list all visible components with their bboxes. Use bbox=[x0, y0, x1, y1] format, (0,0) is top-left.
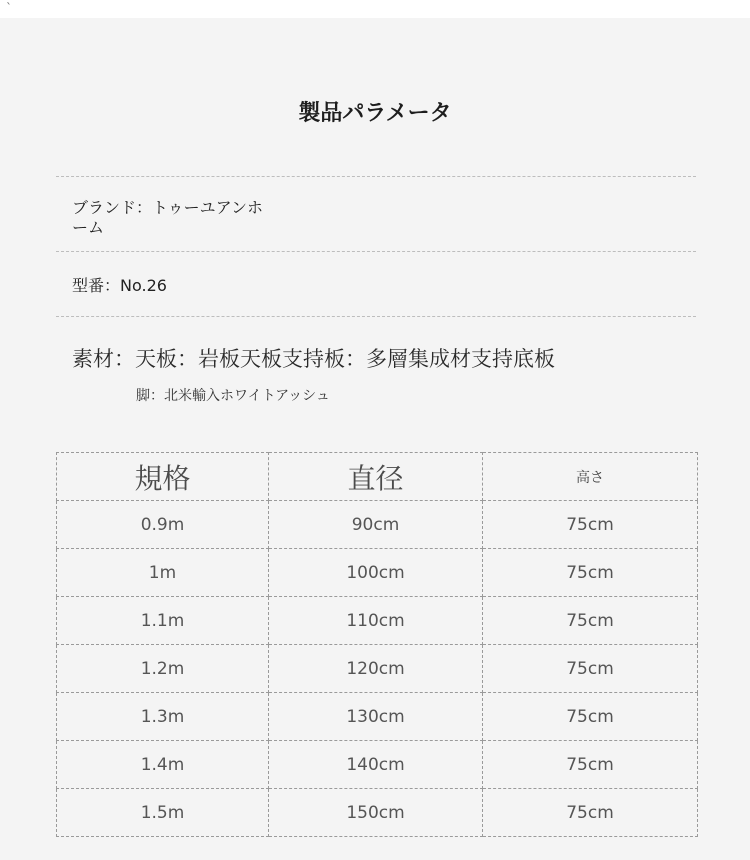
table-row bbox=[57, 693, 698, 741]
cell-spec: 1.4m bbox=[57, 741, 269, 789]
cell-diameter: 100cm bbox=[269, 549, 483, 597]
cell-height: 75cm bbox=[483, 597, 698, 645]
header-spec: 規格 bbox=[57, 453, 269, 501]
table-row bbox=[57, 789, 698, 837]
cell-spec: 1.3m bbox=[57, 693, 269, 741]
brand-param: ブランド：トゥーユアンホーム bbox=[72, 198, 263, 237]
divider bbox=[56, 316, 696, 317]
table-row bbox=[57, 645, 698, 693]
table-row bbox=[57, 741, 698, 789]
cell-spec: 1.5m bbox=[57, 789, 269, 837]
cell-diameter: 110cm bbox=[269, 597, 483, 645]
page-title: 製品パラメータ bbox=[298, 101, 452, 126]
cell-spec: 1.1m bbox=[57, 597, 269, 645]
header-diameter: 直径 bbox=[269, 453, 483, 501]
model-param: 型番：No.26 bbox=[72, 276, 167, 295]
header-height: 高さ bbox=[483, 453, 698, 501]
table-header-row bbox=[57, 453, 698, 501]
legs-param: 脚：北米輸入ホワイトアッシュ bbox=[136, 388, 330, 404]
cell-diameter: 120cm bbox=[269, 645, 483, 693]
cell-diameter: 150cm bbox=[269, 789, 483, 837]
table-row bbox=[57, 597, 698, 645]
cell-height: 75cm bbox=[483, 789, 698, 837]
cell-height: 75cm bbox=[483, 645, 698, 693]
cell-spec: 1.2m bbox=[57, 645, 269, 693]
cell-diameter: 130cm bbox=[269, 693, 483, 741]
cell-height: 75cm bbox=[483, 501, 698, 549]
cell-spec: 0.9m bbox=[57, 501, 269, 549]
cell-height: 75cm bbox=[483, 741, 698, 789]
divider bbox=[56, 251, 696, 252]
cell-diameter: 90cm bbox=[269, 501, 483, 549]
size-table bbox=[56, 452, 698, 837]
cell-height: 75cm bbox=[483, 549, 698, 597]
cell-diameter: 140cm bbox=[269, 741, 483, 789]
cell-height: 75cm bbox=[483, 693, 698, 741]
table-row bbox=[57, 549, 698, 597]
corner-mark: ` bbox=[6, 1, 12, 15]
cell-spec: 1m bbox=[57, 549, 269, 597]
material-param: 素材：天板：岩板天板支持板：多層集成材支持底板 bbox=[72, 347, 555, 371]
table-row bbox=[57, 501, 698, 549]
divider bbox=[56, 176, 696, 177]
